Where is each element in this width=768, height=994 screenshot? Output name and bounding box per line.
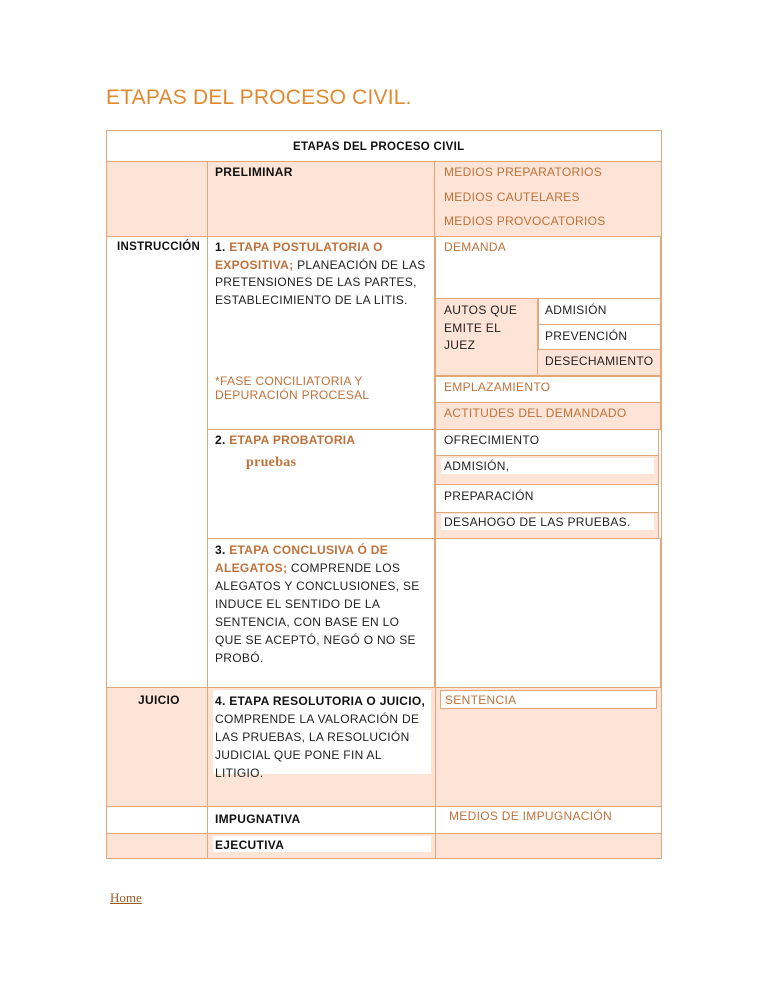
emplazamiento: EMPLAZAMIENTO [444,380,551,394]
autos-item: ADMISIÓN [545,303,607,317]
postulatoria-desc: PLANEACIÓN DE LAS PRETENSIONES DE LAS PARTES, ESTABLECIMIENTO DE LA LITIS. [215,257,426,307]
instruccion-label: INSTRUCCIÓN [117,241,201,253]
probatoria-item: DESAHOGO DE LAS PRUEBAS. [444,515,631,529]
autos-item: PREVENCIÓN [545,329,628,343]
divider [435,687,436,807]
table-header: ETAPAS DEL PROCESO CIVIL [293,141,465,153]
autos-item: DESECHAMIENTO [545,354,654,368]
autos-label: AUTOS QUE EMITE EL JUEZ [444,303,518,352]
probatoria-num: 2. [215,433,226,447]
ejecutiva-label: EJECUTIVA [215,838,285,852]
postulatoria-title: ETAPA POSTULATORIA O EXPOSITIVA; [215,240,383,272]
impugnativa-label: IMPUGNATIVA [215,812,301,826]
medio-item: MEDIOS PROVOCATORIOS [444,214,606,228]
divider [435,833,436,859]
home-link[interactable]: Home [110,890,142,905]
table-header-row [106,130,662,162]
divider [207,162,208,237]
conclusiva-empty-cell [435,538,661,688]
juicio-label: JUICIO [138,693,180,707]
probatoria-title: ETAPA PROBATORIA [229,433,356,447]
juicio-desc: COMPRENDE LA VALORACIÓN DE LAS PRUEBAS, LA RESOLUCIÓN JUDICIAL QUE PONE FIN AL LITIGIO. [215,712,420,780]
medios-impugnacion: MEDIOS DE IMPUGNACIÓN [449,809,612,823]
sentencia: SENTENCIA [445,693,517,707]
postulatoria-num: 1. [215,240,226,254]
pruebas-note: pruebas [246,455,297,470]
probatoria-item: ADMISIÓN, [444,459,510,473]
actitudes-demandado: ACTITUDES DEL DEMANDADO [444,406,627,420]
preliminar-label: PRELIMINAR [215,165,293,179]
probatoria-item: PREPARACIÓN [444,489,534,503]
divider [434,162,435,237]
divider [207,806,208,834]
postulatoria-text [215,239,429,309]
divider [207,833,208,859]
probatoria-item: OFRECIMIENTO [444,433,540,447]
conclusiva-text [215,541,429,667]
divider [435,806,436,834]
juicio-title: 4. ETAPA RESOLUTORIA O JUICIO, [215,694,426,708]
divider [207,687,208,807]
page-title: ETAPAS DEL PROCESO CIVIL. [106,86,412,109]
instruccion-label-cell [106,236,208,688]
medio-item: MEDIOS PREPARATORIOS [444,165,603,179]
juicio-text [215,692,429,782]
probatoria-text [215,432,355,450]
demanda: DEMANDA [444,240,507,254]
conclusiva-num: 3. [215,543,226,557]
fase-conciliatoria: *FASE CONCILIATORIA Y DEPURACIÓN PROCESAL [215,374,370,402]
medio-item: MEDIOS CAUTELARES [444,190,580,204]
conclusiva-title: ETAPA CONCLUSIVA Ó DE ALEGATOS; [215,543,388,575]
conclusiva-desc: COMPRENDE LOS ALEGATOS Y CONCLUSIONES, SE INDUCE EL SENTIDO DE LA SENTENCIA, CON BASE EN LO QUE SE ACEPTÓ, NEGÓ O NO SE PROBÓ. [215,561,420,665]
